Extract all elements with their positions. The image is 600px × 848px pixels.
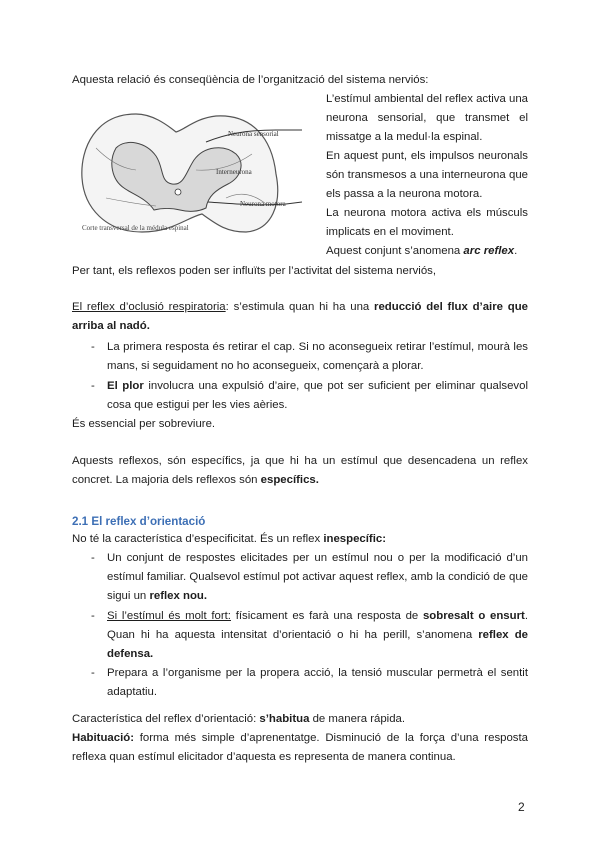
spinal-cord-figure xyxy=(76,108,306,238)
arc-reflex-term: arc reflex xyxy=(463,245,515,257)
intro-paragraph: Aquesta relació és conseqüència de l’organització del sistema nerviós: xyxy=(72,74,429,86)
arc-reflex-text xyxy=(326,90,528,261)
figure-caption: Corte transversal de la médula espinal xyxy=(82,224,189,232)
orientation-intro: No té la característica d’especificitat. És un reflex inespecífic: xyxy=(72,533,387,545)
label-motor-neuron: Neurona motora xyxy=(240,200,286,208)
occlusion-item-2: El plor involucra una expulsió d’aire, que pot ser suficient per eliminar qualsevol cosa que estigui per les vies aèries. xyxy=(107,380,528,411)
occlusion-paragraph: El reflex d’oclusió respiratoria: s’estimula quan hi ha una reducció del flux d’aire que arriba al nadó. xyxy=(72,301,528,332)
arc-p1: L’estímul ambiental del reflex activa una neurona sensorial, que transmet el missatge a la medul·la espinal. xyxy=(326,93,528,143)
habituation-paragraph: Habituació: forma més simple d’aprenentatge. Disminució de la força d’una resposta reflexa quan estímul elicitador d’aquesta es representa de manera continua. xyxy=(72,732,528,763)
list-dash: - xyxy=(91,341,95,353)
characteristic-line: Característica del reflex d’orientació: s’habitua de manera rápida. xyxy=(72,713,406,725)
orientation-item-1: Un conjunt de respostes elicitades per un estímul nou o per la modificació d’un estímul familiar. Qualsevol estímul pot activar aquest reflex, amb la condició de que sigui un reflex nou. xyxy=(107,552,528,602)
arc-p3: La neurona motora activa els músculs implicats en el moviment. xyxy=(326,207,528,238)
label-interneuron: Interneurona xyxy=(216,168,252,176)
section-heading: 2.1 El reflex d’orientació xyxy=(72,515,206,528)
arc-p2: En aquest punt, els impulsos neuronals són transmesos a una interneurona que els passa a la neurona motora. xyxy=(326,150,528,200)
essential-line: És essencial per sobreviure. xyxy=(72,418,216,430)
list-dash: - xyxy=(91,380,95,392)
page-number: 2 xyxy=(518,800,525,814)
orientation-item-3: Prepara a l’organisme per la propera acció, la tensió muscular permetrà el sentit adaptatiu. xyxy=(107,667,528,698)
list-dash: - xyxy=(91,552,95,564)
specific-paragraph: Aquests reflexos, són específics, ja que hi ha un estímul que desencadena un reflex concret. La majoria dels reflexos són específics. xyxy=(72,455,528,486)
influence-paragraph: Per tant, els reflexos poden ser influïts per l’activitat del sistema nerviós, xyxy=(72,265,437,277)
list-dash: - xyxy=(91,667,95,679)
orientation-item-2: Si l’estímul és molt fort: físicament es farà una resposta de sobresalt o ensurt. Quan hi ha aquesta intensitat d’orientació o hi ha perill, s’anomena reflex de defensa. xyxy=(107,610,529,660)
central-canal xyxy=(175,189,181,195)
list-dash: - xyxy=(91,610,95,622)
arc-p4: Aquest conjunt s’anomena arc reflex. xyxy=(326,245,518,257)
occlusion-title: El reflex d’oclusió respiratoria xyxy=(72,301,226,313)
label-sensory-neuron: Neurona sensorial xyxy=(228,130,279,138)
occlusion-item-1: La primera resposta és retirar el cap. Si no aconsegueix retirar l’estímul, mourà les mans, si seguidament no ho aconsegueix, començarà a plorar. xyxy=(107,341,528,372)
